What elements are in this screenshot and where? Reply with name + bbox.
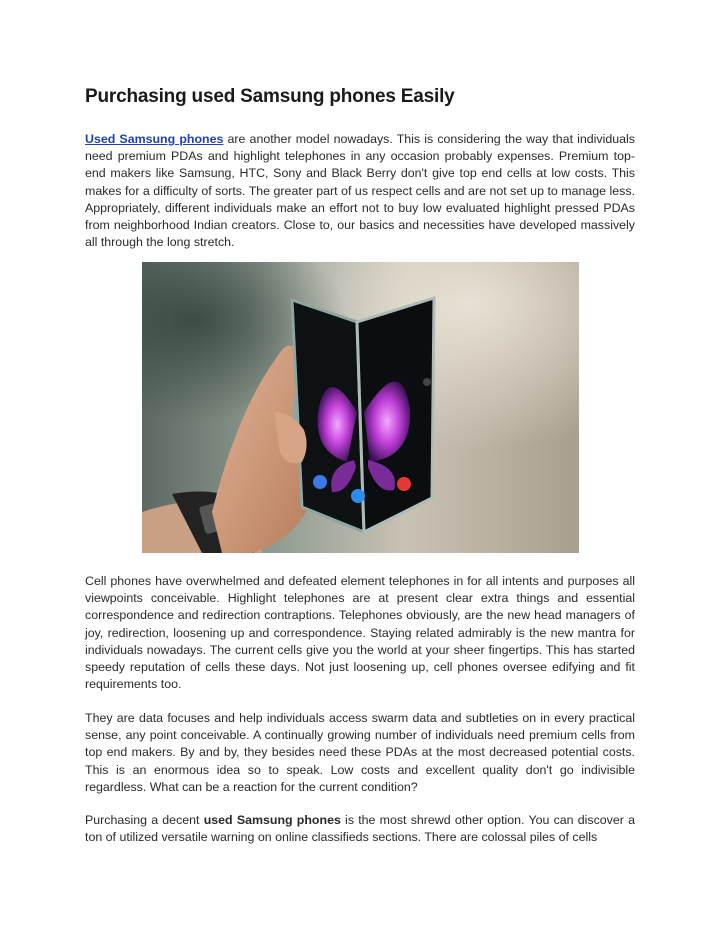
used-samsung-phones-keyword: used Samsung phones (203, 813, 341, 827)
paragraph-purchasing (85, 812, 635, 846)
paragraph-intro-text: are another model nowadays. This is considering the way that individuals need premium PDAs and highlight telephones in any occasion probably expenses. Premium top-end makers like Samsung, HTC, Sony and Black Berry don't give top end cells at low costs. This makes for a difficulty of sorts. The greater part of us respect cells and are not set up to manage less. Appropriately, different individuals make an effort not to buy low evaluated highlight pressed PDAs from neighborhood Indian creators. Close to, our basics and necessities have developed massively all through the long stretch. (85, 132, 635, 250)
phone-app-icon (351, 489, 365, 503)
phone-app-icon (397, 477, 411, 491)
phone-app-icon (423, 378, 431, 386)
paragraph-data-focuses: They are data focuses and help individuals access swarm data and subtleties on in every practical sense, any point conceivable. A continually growing number of individuals need premium cells from top end makers. By and by, they besides need these PDAs at the most decreased potential costs. This is an enormous idea so to speak. Low costs and excellent quality don't go indivisible regardless. What can be a reaction for the current condition? (85, 711, 635, 794)
paragraph-cell-phones: Cell phones have overwhelmed and defeated element telephones in for all intents and purposes all viewpoints conceivable. Highlight telephones are at present clear extra things and essential correspondence and redirection contraptions. Telephones obviously, are the new head managers of joy, redirection, loosening up and correspondence. Staying related admirably is the new mantra for individuals nowadays. The current cells give you the world at your sheer fingertips. This has started speedy reputation of cells these days. Not just loosening up, cell phones oversee edifying and fit requirements too. (85, 574, 635, 692)
paragraph-purchasing-start: Purchasing a decent (85, 813, 204, 827)
article-title: Purchasing used Samsung phones Easily (85, 86, 455, 107)
phone-app-icon (313, 475, 327, 489)
used-samsung-phones-link[interactable]: Used Samsung phones (85, 132, 224, 146)
foldable-phone-photo (142, 262, 579, 553)
paragraph-purchasing-end: is the most shrewd other option. You can discover a ton of utilized versatile warning on online classifieds sections. There are colossal piles of cells (85, 813, 635, 845)
paragraph-intro (85, 131, 635, 251)
